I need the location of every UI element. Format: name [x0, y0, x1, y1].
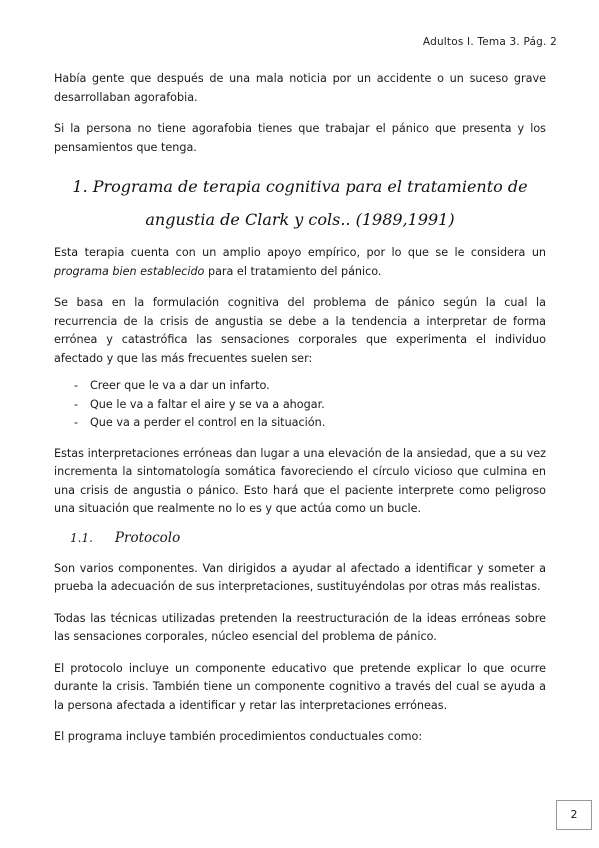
- paragraph-tecnicas: Todas las técnicas utilizadas pretenden la reestructuración de la ideas erróneas sobre las sensaciones corporales, núcleo esencial del problema de pánico.: [54, 611, 546, 643]
- subsection-title: Protocolo: [114, 529, 181, 546]
- list-item: - Que va a perder el control en la situación.: [76, 414, 546, 433]
- subsection-heading: [70, 530, 546, 546]
- paragraph-componentes: Son varios componentes. Van dirigidos a ayudar al afectado a identificar y someter a prueba la adecuación de sus interpretaciones, sustituyéndolas por otras más realistas.: [54, 561, 546, 593]
- section-heading-line2: angustia de Clark y cols.. (1989,1991): [145, 210, 455, 229]
- paragraph-formulacion: Se basa en la formulación cognitiva del problema de pánico según la cual la recurrencia de la crisis de angustia se debe a la tendencia a interpretar de forma errónea y catastrófica las sensaciones corporales que experimenta el individuo afectado y que las más frecuentes suelen ser:: [54, 296, 546, 365]
- emphasis-text: programa bien establecido: [54, 264, 205, 278]
- list-item: - Que le va a faltar el aire y se va a ahogar.: [76, 396, 546, 415]
- section-heading-line1: 1. Programa de terapia cognitiva para el tratamiento de: [72, 177, 528, 196]
- bullet-list: [54, 377, 546, 433]
- paragraph-agorafobia: Había gente que después de una mala noticia por un accidente o un suceso grave desarrollaban agorafobia.: [54, 72, 546, 104]
- paragraph-interpretaciones: Estas interpretaciones erróneas dan lugar a una elevación de la ansiedad, que a su vez incrementa la sintomatología somática favoreciendo el círculo vicioso que culmina en una crisis de angustia o pánico. Esto hará que el paciente interprete como peligroso una situación que realmente no lo es y que actúa como un bucle.: [54, 446, 546, 515]
- text-span: para el tratamiento del pánico.: [204, 264, 382, 278]
- page-number: 2: [556, 800, 592, 830]
- paragraph-panico: Si la persona no tiene agorafobia tienes que trabajar el pánico que presenta y los pensamientos que tenga.: [54, 122, 546, 154]
- page-header: Adultos I. Tema 3. Pág. 2: [422, 36, 557, 48]
- paragraph-apoyo-empirico: [54, 244, 546, 281]
- paragraph-programa: El programa incluye también procedimientos conductuales como:: [54, 730, 423, 743]
- section-heading: [54, 170, 546, 236]
- paragraph-protocolo: El protocolo incluye un componente educativo que pretende explicar lo que ocurre durante la crisis. También tiene un componente cognitivo a través del cual se ayuda a la persona afectada a identificar y retar las interpretaciones erróneas.: [54, 661, 546, 712]
- list-item: - Creer que le va a dar un infarto.: [76, 377, 546, 396]
- text-span: Esta terapia cuenta con un amplio apoyo empírico, por lo que se le considera un: [54, 246, 546, 259]
- subsection-number: 1.1.: [70, 530, 93, 545]
- document-body: [54, 70, 546, 760]
